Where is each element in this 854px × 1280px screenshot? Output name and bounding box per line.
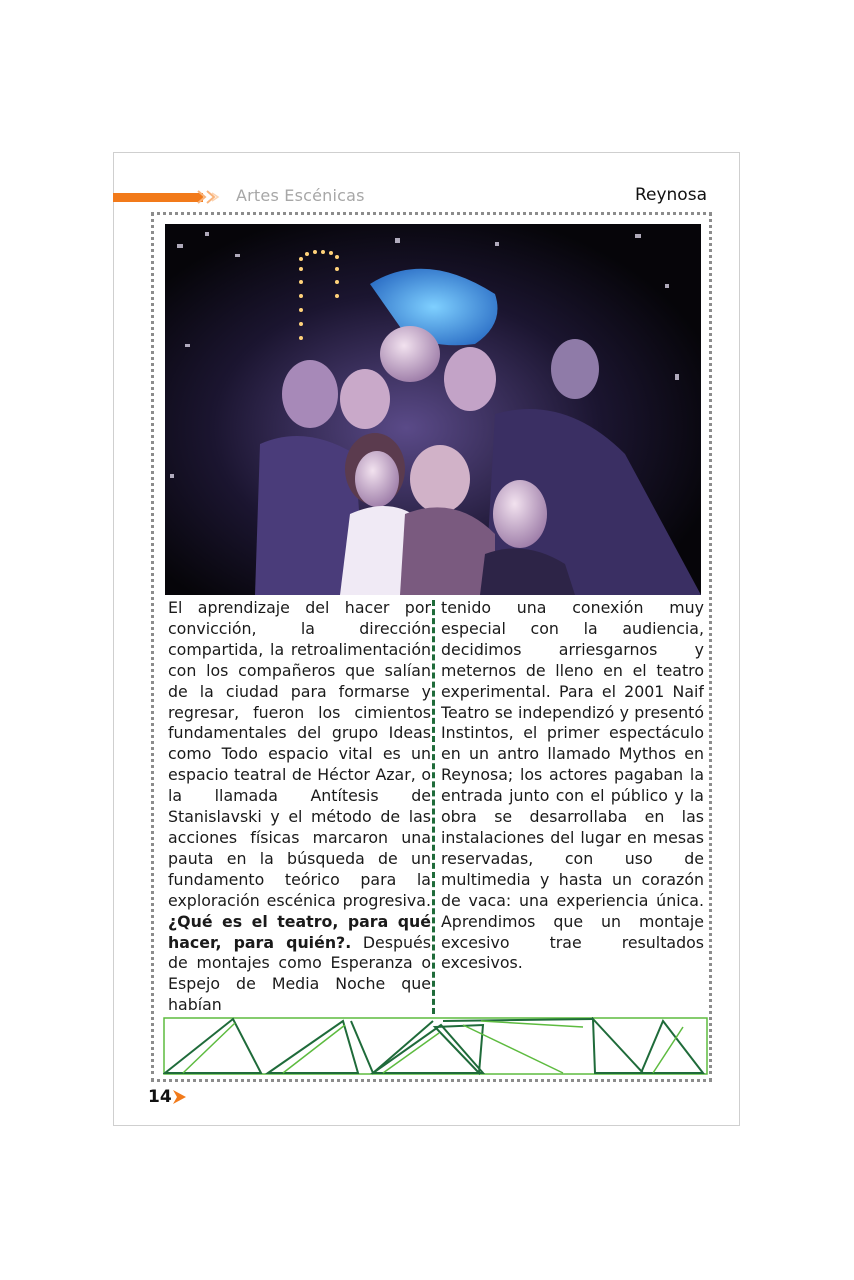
column-divider bbox=[432, 600, 435, 1014]
triangle-pattern-band bbox=[163, 1017, 708, 1075]
section-title: Artes Escénicas bbox=[236, 186, 365, 205]
article-column-left bbox=[168, 598, 431, 1016]
page-number: 14 bbox=[148, 1087, 172, 1107]
theater-group-photo bbox=[165, 224, 701, 595]
header-accent-bar bbox=[113, 193, 203, 202]
city-title: Reynosa bbox=[634, 185, 707, 205]
article-paragraph-right: tenido una conexión muy especial con la audiencia, decidimos arriesgarnos y meternos de lleno en el teatro experimental. Para el 2001 Naif Teatro se independizó y presentó Instintos, el primer espectáculo en un antro llamado Mythos en Reynosa; los actores pagaban la entrada junto con el público y la obra se desarrollaba en las instalaciones del lugar en mesas reservadas, con uso de multimedia y hasta un corazón de vaca: una experiencia única. Aprendimos que un montaje excesivo trae resultados excesivos. bbox=[441, 598, 704, 973]
article-paragraph-left: El aprendizaje del hacer por convicción, la dirección compartida, la retroalimentación con los compañeros que salían de la ciudad para formarse y regresar, fueron los cimientos fundamentales del grupo Ideas como Todo espacio vital es un espacio teatral de Héctor Azar, o la llamada Antítesis de Stanislavski y el método de las acciones físicas marcaron una pauta en la búsqueda de un fundamento teórico para la exploración escénica progresiva. bbox=[168, 598, 431, 910]
article-question: ¿Qué es el teatro, para qué hacer, para quién?. bbox=[168, 911, 431, 952]
article-paragraph-left-end: Después de montajes como Esperanza o Espejo de Media Noche que habían bbox=[168, 932, 431, 1015]
article-column-right bbox=[441, 598, 704, 1016]
orange-arrow-icon bbox=[171, 1089, 188, 1105]
double-chevron-icon bbox=[195, 188, 223, 206]
